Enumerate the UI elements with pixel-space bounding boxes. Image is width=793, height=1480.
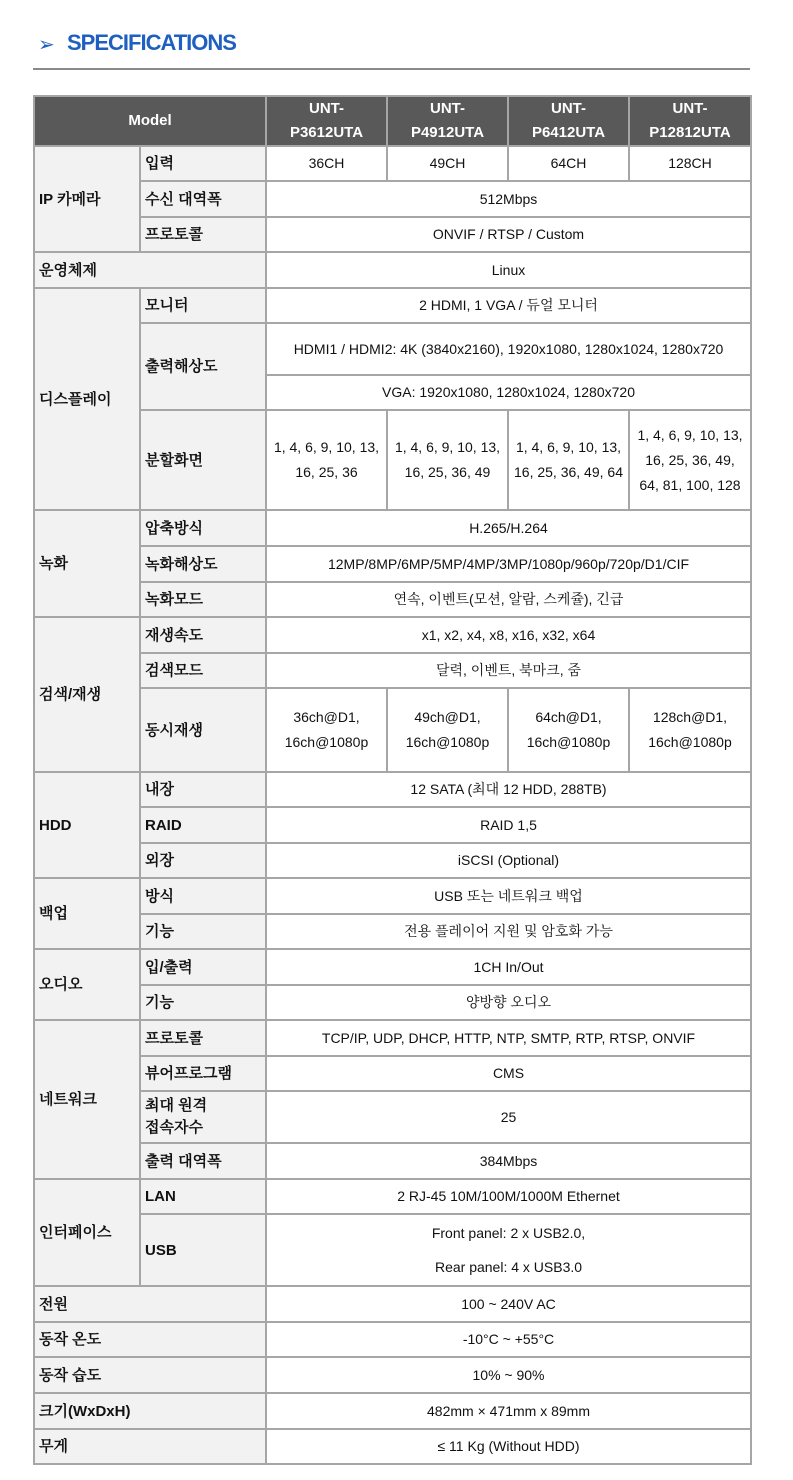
table-row xyxy=(34,878,751,914)
subcategory-audio-io: 입/출력 xyxy=(140,949,266,985)
subcategory-network-protocol: 프로토콜 xyxy=(140,1020,266,1056)
category-op-humidity: 동작 습도 xyxy=(34,1357,266,1393)
subcategory-playback-speed: 재생속도 xyxy=(140,617,266,653)
subcategory-output-resolution: 출력해상도 xyxy=(140,323,266,410)
op-temp-value: -10°C ~ +55°C xyxy=(266,1322,751,1357)
table-row xyxy=(34,1393,751,1429)
split-value-p6412: 1, 4, 6, 9, 10, 13, 16, 25, 36, 49, 64 xyxy=(508,410,629,510)
table-row xyxy=(34,1286,751,1322)
subcategory-compression: 압축방식 xyxy=(140,510,266,546)
subcategory-raid: RAID xyxy=(140,807,266,843)
table-row xyxy=(34,1091,751,1143)
remote-users-value: 25 xyxy=(266,1091,751,1143)
subcategory-lan: LAN xyxy=(140,1179,266,1214)
category-weight: 무게 xyxy=(34,1429,266,1464)
table-row xyxy=(34,653,751,688)
category-audio: 오디오 xyxy=(34,949,140,1020)
subcategory-backup-method: 방식 xyxy=(140,878,266,914)
table-row xyxy=(34,217,751,252)
output-bandwidth-value: 384Mbps xyxy=(266,1143,751,1179)
category-recording: 녹화 xyxy=(34,510,140,617)
rec-resolution-value: 12MP/8MP/6MP/5MP/4MP/3MP/1080p/960p/720p/D1/CIF xyxy=(266,546,751,582)
subcategory-internal: 내장 xyxy=(140,772,266,807)
table-row xyxy=(34,949,751,985)
category-power: 전원 xyxy=(34,1286,266,1322)
subcategory-simultaneous-playback: 동시재생 xyxy=(140,688,266,772)
table-row xyxy=(34,582,751,617)
model-header-p3612: UNT- P3612UTA xyxy=(266,96,387,146)
lan-value: 2 RJ-45 10M/100M/1000M Ethernet xyxy=(266,1179,751,1214)
category-network: 네트워크 xyxy=(34,1020,140,1179)
playback-value-p4912: 49ch@D1, 16ch@1080p xyxy=(387,688,508,772)
protocol-value: ONVIF / RTSP / Custom xyxy=(266,217,751,252)
usb-front-value: Front panel: 2 x USB2.0, xyxy=(431,1225,586,1241)
table-row xyxy=(34,807,751,843)
bandwidth-value: 512Mbps xyxy=(266,181,751,217)
category-hdd: HDD xyxy=(34,772,140,878)
subcategory-input: 입력 xyxy=(140,146,266,181)
monitor-value: 2 HDMI, 1 VGA / 듀얼 모니터 xyxy=(266,288,751,323)
table-row xyxy=(34,1179,751,1214)
internal-value: 12 SATA (최대 12 HDD, 288TB) xyxy=(266,772,751,807)
compression-value: H.265/H.264 xyxy=(266,510,751,546)
playback-value-p6412: 64ch@D1, 16ch@1080p xyxy=(508,688,629,772)
playback-value-p12812: 128ch@D1, 16ch@1080p xyxy=(629,688,751,772)
subcategory-remote-users: 최대 원격 접속자수 xyxy=(140,1091,266,1143)
subcategory-external: 외장 xyxy=(140,843,266,878)
subcategory-protocol: 프로토콜 xyxy=(140,217,266,252)
table-row xyxy=(34,1429,751,1464)
category-os: 운영체제 xyxy=(34,252,266,288)
table-row xyxy=(34,410,751,510)
model-header: Model xyxy=(34,96,266,146)
playback-speed-value: x1, x2, x4, x8, x16, x32, x64 xyxy=(266,617,751,653)
subcategory-rec-resolution: 녹화해상도 xyxy=(140,546,266,582)
table-row xyxy=(34,288,751,323)
subcategory-search-mode: 검색모드 xyxy=(140,653,266,688)
weight-value: ≤ 11 Kg (Without HDD) xyxy=(266,1429,751,1464)
input-value-p4912: 49CH xyxy=(387,146,508,181)
subcategory-monitor: 모니터 xyxy=(140,288,266,323)
category-size: 크기(WxDxH) xyxy=(34,1393,266,1429)
subcategory-bandwidth: 수신 대역폭 xyxy=(140,181,266,217)
section-title: SPECIFICATIONS xyxy=(67,30,236,55)
viewer-value: CMS xyxy=(266,1056,751,1091)
rec-mode-value: 연속, 이벤트(모션, 알람, 스케쥴), 긴급 xyxy=(266,582,751,617)
input-value-p3612: 36CH xyxy=(266,146,387,181)
usb-value xyxy=(266,1214,751,1286)
table-row xyxy=(34,252,751,288)
category-ip-camera: IP 카메라 xyxy=(34,146,140,252)
table-row xyxy=(34,1143,751,1179)
category-backup: 백업 xyxy=(34,878,140,949)
playback-value-p3612: 36ch@D1, 16ch@1080p xyxy=(266,688,387,772)
subcategory-output-bandwidth: 출력 대역폭 xyxy=(140,1143,266,1179)
subcategory-viewer: 뷰어프로그램 xyxy=(140,1056,266,1091)
table-row xyxy=(34,510,751,546)
audio-function-value: 양방향 오디오 xyxy=(266,985,751,1020)
table-row xyxy=(34,1056,751,1091)
subcategory-split-screen: 분할화면 xyxy=(140,410,266,510)
size-value: 482mm × 471mm x 89mm xyxy=(266,1393,751,1429)
category-interface: 인터페이스 xyxy=(34,1179,140,1286)
subcategory-rec-mode: 녹화모드 xyxy=(140,582,266,617)
split-value-p3612: 1, 4, 6, 9, 10, 13, 16, 25, 36 xyxy=(266,410,387,510)
subcategory-audio-function: 기능 xyxy=(140,985,266,1020)
split-value-p12812: 1, 4, 6, 9, 10, 13, 16, 25, 36, 49, 64, 81, 100, 128 xyxy=(629,410,751,510)
table-row xyxy=(34,772,751,807)
os-value: Linux xyxy=(266,252,751,288)
model-header-p12812: UNT- P12812UTA xyxy=(629,96,751,146)
power-value: 100 ~ 240V AC xyxy=(266,1286,751,1322)
external-value: iSCSI (Optional) xyxy=(266,843,751,878)
output-resolution-vga: VGA: 1920x1080, 1280x1024, 1280x720 xyxy=(266,375,751,410)
table-row xyxy=(34,1214,751,1286)
table-row xyxy=(34,181,751,217)
backup-method-value: USB 또는 네트워크 백업 xyxy=(266,878,751,914)
category-search-playback: 검색/재생 xyxy=(34,617,140,772)
subcategory-backup-function: 기능 xyxy=(140,914,266,949)
table-row xyxy=(34,1322,751,1357)
model-header-p6412: UNT- P6412UTA xyxy=(508,96,629,146)
search-mode-value: 달력, 이벤트, 북마크, 줌 xyxy=(266,653,751,688)
network-protocol-value: TCP/IP, UDP, DHCP, HTTP, NTP, SMTP, RTP, RTSP, ONVIF xyxy=(266,1020,751,1056)
category-display: 디스플레이 xyxy=(34,288,140,510)
subcategory-usb: USB xyxy=(140,1214,266,1286)
audio-io-value: 1CH In/Out xyxy=(266,949,751,985)
output-resolution-hdmi: HDMI1 / HDMI2: 4K (3840x2160), 1920x1080, 1280x1024, 1280x720 xyxy=(266,323,751,375)
table-row xyxy=(34,688,751,772)
table-row xyxy=(34,323,751,375)
model-header-p4912: UNT- P4912UTA xyxy=(387,96,508,146)
table-header-row xyxy=(34,96,751,146)
backup-function-value: 전용 플레이어 지원 및 암호화 가능 xyxy=(266,914,751,949)
input-value-p12812: 128CH xyxy=(629,146,751,181)
spec-table xyxy=(33,95,752,1465)
table-row xyxy=(34,843,751,878)
op-humidity-value: 10% ~ 90% xyxy=(266,1357,751,1393)
split-value-p4912: 1, 4, 6, 9, 10, 13, 16, 25, 36, 49 xyxy=(387,410,508,510)
usb-rear-value: Rear panel: 4 x USB3.0 xyxy=(434,1259,583,1275)
table-row xyxy=(34,1020,751,1056)
table-row xyxy=(34,985,751,1020)
category-op-temp: 동작 온도 xyxy=(34,1322,266,1357)
table-row xyxy=(34,914,751,949)
raid-value: RAID 1,5 xyxy=(266,807,751,843)
section-header xyxy=(33,28,750,70)
table-row xyxy=(34,546,751,582)
table-row xyxy=(34,1357,751,1393)
input-value-p6412: 64CH xyxy=(508,146,629,181)
table-row xyxy=(34,146,751,181)
arrow-bullet-icon: ➢ xyxy=(38,32,55,56)
table-row xyxy=(34,617,751,653)
